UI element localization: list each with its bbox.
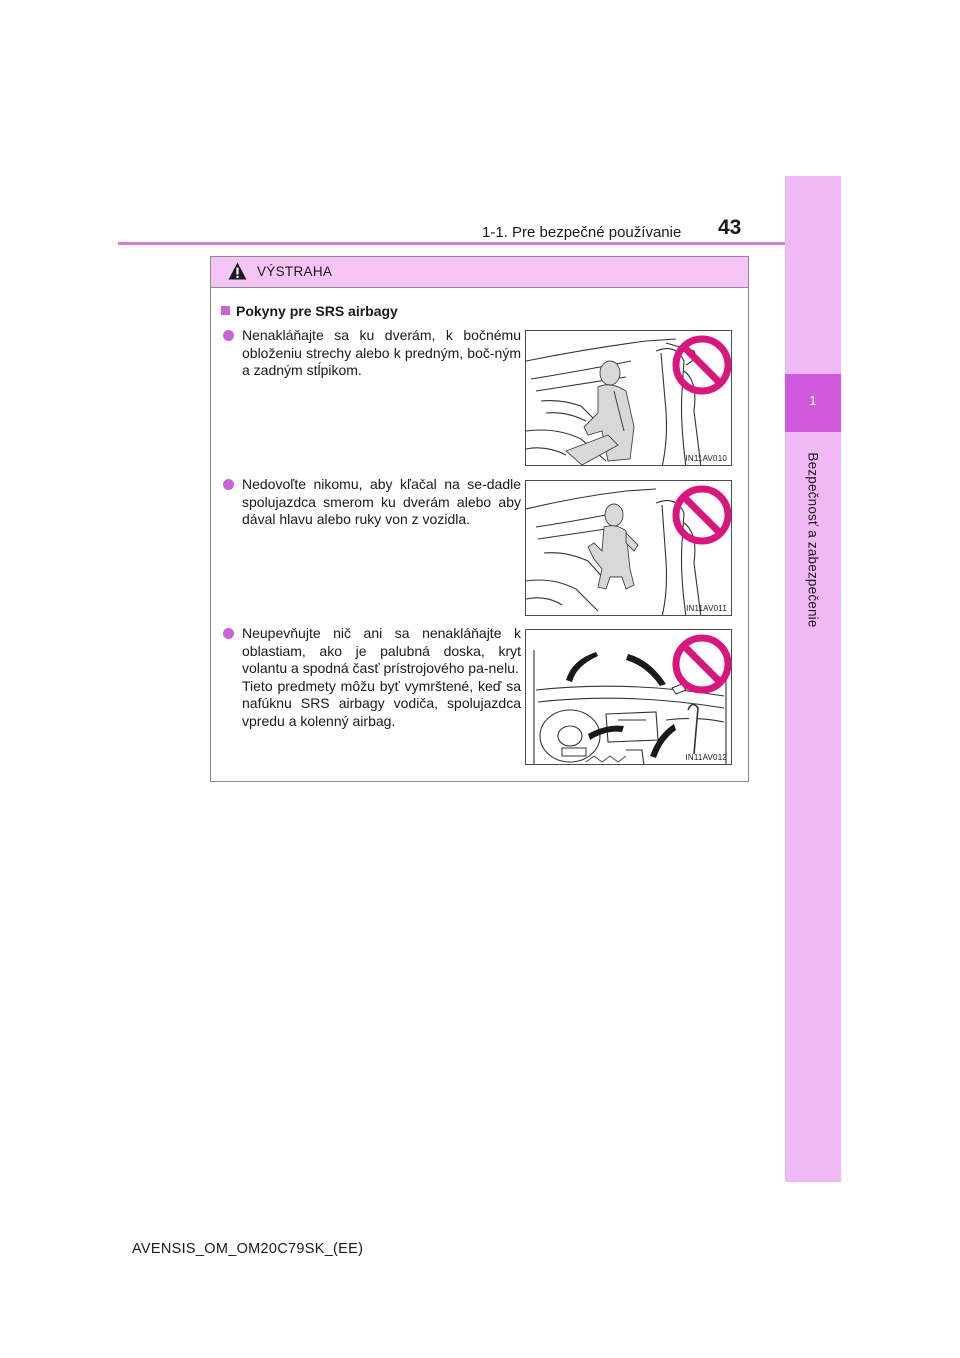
illustration-leaning-door [525, 330, 732, 466]
image-code: IN11AV011 [686, 604, 727, 613]
prohibition-sign-icon [526, 481, 732, 616]
warning-item [223, 625, 521, 730]
item-text: Tieto predmety môžu byť vymrštené, keď sa nafúknu SRS airbagy vodiča, spolujazdca vpredu a kolenný airbag. [242, 677, 521, 729]
image-code: IN11AV010 [685, 454, 727, 463]
section-heading [221, 303, 398, 319]
image-code: IN11AV012 [685, 753, 727, 762]
prohibition-sign-icon [526, 331, 732, 466]
circle-bullet-icon [223, 628, 234, 639]
item-text: Neupevňujte nič ani sa nenakláňajte k oblastiam, ako je palubná doska, kryt volantu a spodná časť prístrojového pa-nelu. [242, 625, 521, 676]
prohibition-sign-icon [526, 630, 732, 765]
section-heading-text: Pokyny pre SRS airbagy [236, 303, 398, 319]
chapter-label: Bezpečnosť a zabezpečenie [805, 452, 821, 628]
circle-bullet-icon [223, 330, 234, 341]
square-bullet-icon [221, 306, 230, 315]
warning-item [223, 327, 521, 380]
warning-box [210, 256, 749, 782]
warning-item [223, 476, 521, 529]
chapter-number: 1 [809, 393, 817, 408]
item-text: Nedovoľte nikomu, aby kľačal na se-dadle spolujazdca smerom ku dverám alebo aby dával hlavu alebo ruky von z vozidla. [242, 476, 521, 527]
illustration-dashboard-objects [525, 629, 732, 765]
warning-title: VÝSTRAHA [257, 264, 333, 279]
header-rule [118, 242, 785, 245]
manual-code: AVENSIS_OM_OM20C79SK_(EE) [132, 1241, 364, 1257]
circle-bullet-icon [223, 479, 234, 490]
section-title: 1-1. Pre bezpečné používanie [482, 224, 682, 241]
page-number: 43 [718, 216, 742, 239]
warning-triangle-icon [228, 262, 247, 280]
warning-header [211, 257, 748, 288]
item-text: Nenakláňajte sa ku dverám, k bočnému obloženiu strechy alebo k predným, boč-ným a zadným stĺpikom. [242, 327, 521, 378]
illustration-kneeling-seat [525, 480, 732, 616]
chapter-side-tab [785, 176, 841, 1182]
